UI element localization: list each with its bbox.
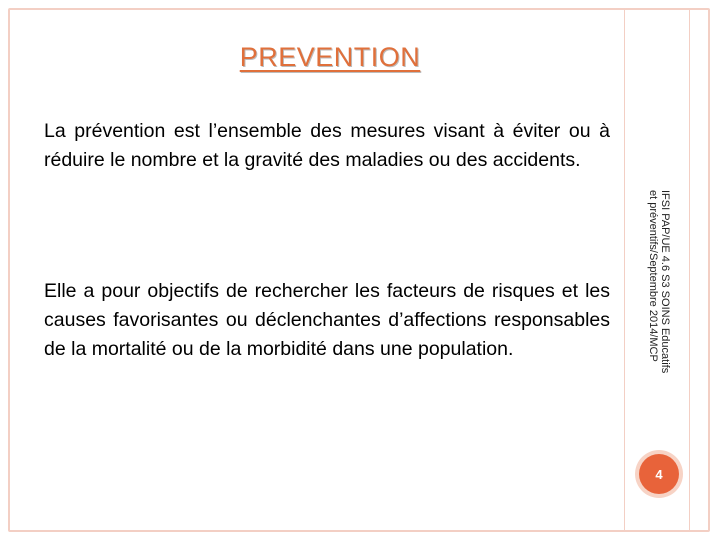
side-note-container [634,190,684,380]
side-note: IFSI PAP/UE 4.6 S3 SOINS Educatifs et préventifs/Septembre 2014/MCP [647,190,671,374]
paragraph-definition: La prévention est l’ensemble des mesures visant à éviter ou à réduire le nombre et la gravité des maladies ou des accidents. [44,120,610,171]
slide-title: PREVENTION [239,42,421,72]
paragraph-objectives: Elle a pour objectifs de rechercher les facteurs de risques et les causes favorisantes ou déclenchantes d’affections responsables de la mortalité ou de la morbidité dans une population. [44,280,610,360]
slide-frame [8,8,710,532]
page-number-badge: 4 [639,454,679,494]
